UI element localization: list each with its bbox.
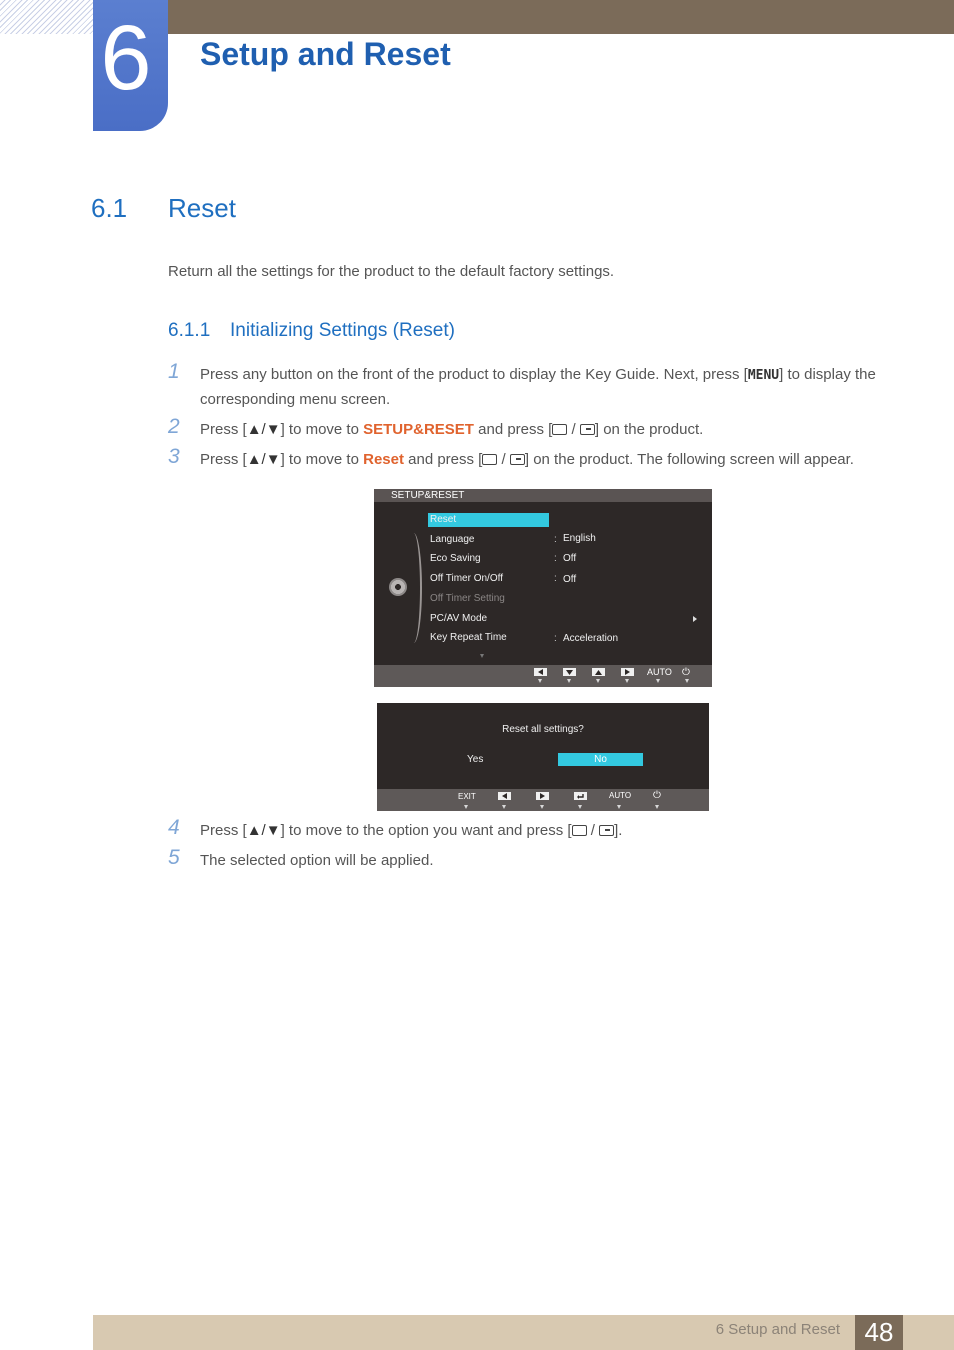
step-2	[168, 415, 898, 442]
button-marker	[567, 679, 571, 683]
chapter-tab	[93, 0, 168, 131]
button-marker	[538, 679, 542, 683]
up-button-icon[interactable]	[592, 668, 605, 676]
confirm-question: Reset all settings?	[502, 724, 584, 735]
button-marker	[656, 679, 660, 683]
subsection-number: 6.1.1	[168, 320, 211, 341]
button-marker	[464, 805, 468, 809]
menu-curve	[408, 533, 422, 643]
header-hatch	[0, 0, 93, 34]
osd-item-eco-saving[interactable]: Eco Saving	[430, 553, 481, 564]
subsection-title: Initializing Settings (Reset)	[230, 320, 455, 341]
intro-text: Return all the settings for the product to the default factory settings.	[168, 263, 615, 280]
enter-button-icon[interactable]	[574, 792, 587, 800]
exit-button[interactable]: EXIT	[458, 792, 476, 801]
osd-item-pc-av-mode[interactable]: PC/AV Mode	[430, 613, 488, 624]
highlight-term: Reset	[363, 451, 404, 468]
osd-colon: :	[554, 553, 557, 564]
header-bar	[168, 0, 954, 34]
osd-colon: :	[554, 633, 557, 644]
button-marker	[502, 805, 506, 809]
highlight-term: SETUP&RESET	[363, 421, 474, 438]
section-title: Reset	[168, 193, 236, 223]
right-button-icon[interactable]	[621, 668, 634, 676]
enter-button-icon	[510, 454, 525, 465]
power-icon[interactable]: ⏻	[653, 790, 661, 801]
chapter-number: 6	[100, 7, 152, 109]
left-button-icon[interactable]	[534, 668, 547, 676]
step-text: Press [▲/▼] to move to the option you want and press [ / ].	[200, 822, 623, 839]
up-down-arrow-icon: ▲/▼	[246, 451, 281, 468]
step-number: 1	[168, 360, 180, 383]
osd-item-off-timer-setting: Off Timer Setting	[430, 593, 505, 604]
osd-value-eco-saving: Off	[563, 553, 577, 564]
footer-chapter-label: 6 Setup and Reset	[715, 1321, 840, 1338]
source-button-icon	[482, 454, 497, 465]
button-marker	[617, 805, 621, 809]
step-number: 2	[168, 415, 180, 438]
step-text: The selected option will be applied.	[200, 852, 434, 869]
chevron-right-icon	[693, 616, 697, 622]
gear-icon	[389, 578, 407, 596]
button-marker	[596, 679, 600, 683]
right-button-icon[interactable]	[536, 792, 549, 800]
osd-setup-reset-screen	[374, 489, 712, 687]
button-marker	[578, 805, 582, 809]
step-number: 3	[168, 445, 180, 468]
osd-header: SETUP&RESET	[374, 489, 712, 502]
source-button-icon	[572, 825, 587, 836]
power-icon[interactable]: ⏻	[682, 667, 690, 678]
button-marker	[625, 679, 629, 683]
osd-colon: :	[554, 573, 557, 584]
button-marker	[685, 679, 689, 683]
step-text: Press [▲/▼] to move to SETUP&RESET and press [ / ] on the product.	[200, 421, 704, 438]
step-text: Press [▲/▼] to move to Reset and press [ / ] on the product. The following screen will appear.	[200, 451, 854, 468]
osd-value-off-timer: Off	[563, 574, 577, 585]
enter-button-icon	[599, 825, 614, 836]
left-button-icon[interactable]	[498, 792, 511, 800]
button-marker	[540, 805, 544, 809]
up-down-arrow-icon: ▲/▼	[246, 421, 281, 438]
step-number: 4	[168, 816, 180, 839]
osd-item-reset[interactable]: Reset	[430, 514, 457, 525]
osd-value-language: English	[563, 533, 596, 544]
no-option[interactable]: No	[558, 753, 643, 766]
osd-reset-confirm-dialog	[377, 703, 709, 811]
up-down-arrow-icon: ▲/▼	[246, 822, 281, 839]
osd-value-key-repeat: Acceleration	[563, 633, 619, 644]
page-number: 48	[864, 1317, 894, 1347]
step-1	[168, 360, 898, 411]
osd-item-key-repeat[interactable]: Key Repeat Time	[430, 632, 507, 643]
osd-item-language[interactable]: Language	[430, 534, 475, 545]
auto-button[interactable]: AUTO	[647, 667, 672, 677]
step-4	[168, 816, 898, 843]
osd-colon: :	[554, 534, 557, 545]
menu-key-icon: MENU	[747, 368, 780, 383]
section-number: 6.1	[91, 193, 128, 223]
button-marker	[655, 805, 659, 809]
source-button-icon	[552, 424, 567, 435]
auto-button[interactable]: AUTO	[609, 791, 632, 800]
yes-option[interactable]: Yes	[467, 754, 484, 765]
step-text: Press any button on the front of the product to display the Key Guide. Next, press [MENU] to display the corresponding menu screen.	[200, 366, 876, 408]
step-5	[168, 846, 898, 873]
scroll-down-icon	[480, 654, 484, 658]
enter-button-icon	[580, 424, 595, 435]
chapter-title: Setup and Reset	[200, 36, 451, 72]
page-number-box	[855, 1315, 903, 1350]
step-number: 5	[168, 846, 180, 869]
down-button-icon[interactable]	[563, 668, 576, 676]
osd-item-off-timer[interactable]: Off Timer On/Off	[430, 573, 503, 584]
step-3	[168, 445, 898, 472]
